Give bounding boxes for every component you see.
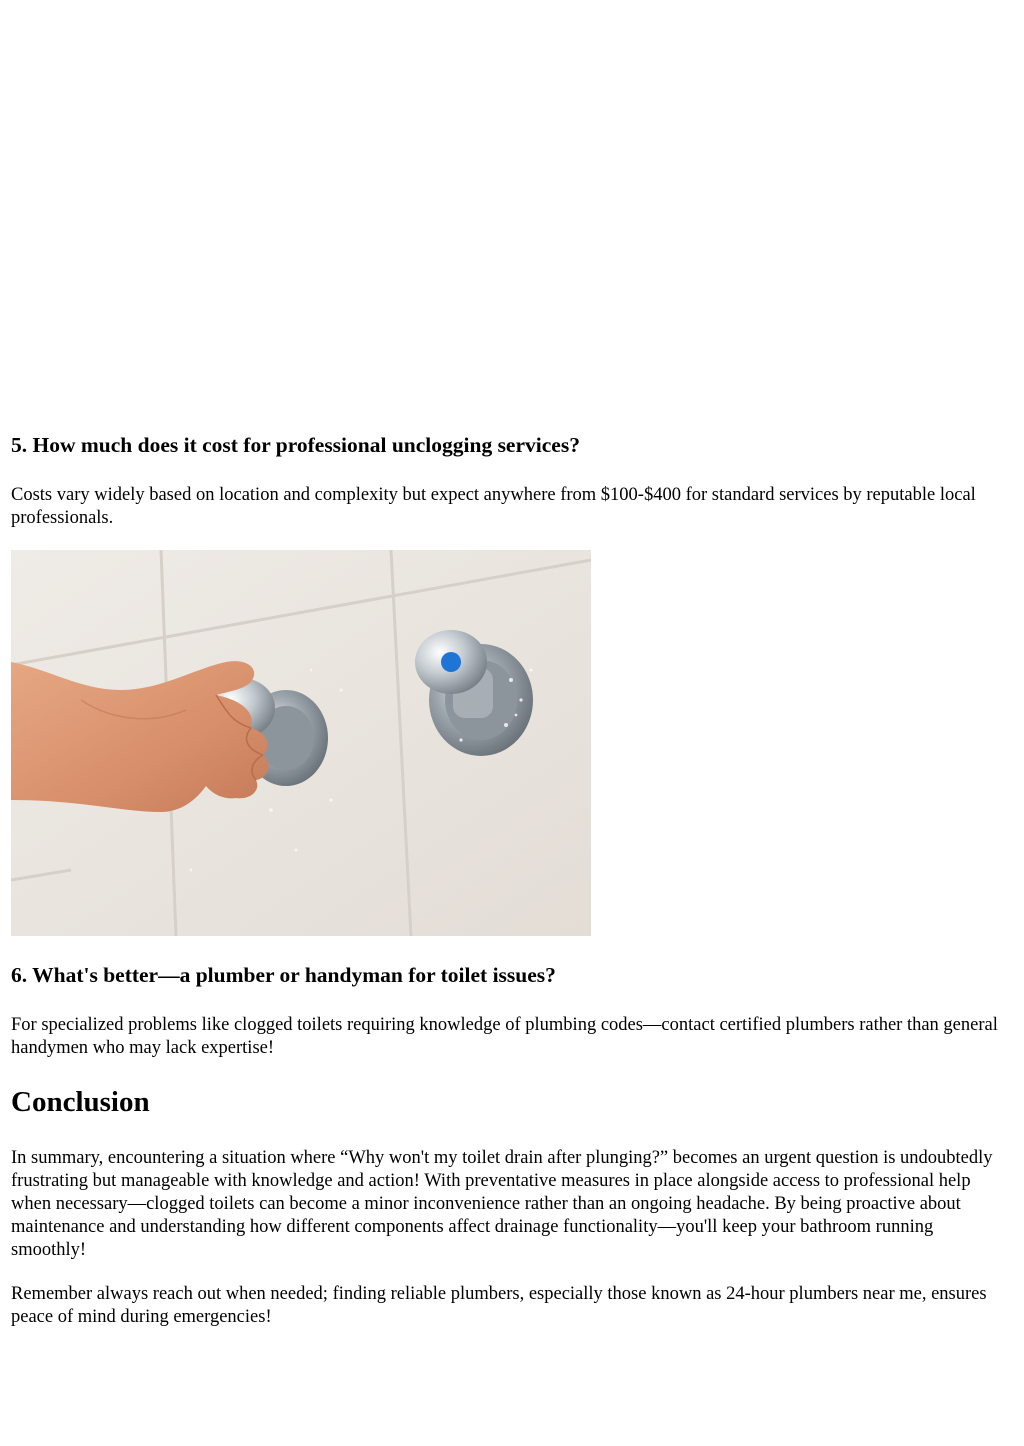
faq-5-heading: 5. How much does it cost for professional unclogging services? bbox=[11, 433, 580, 457]
faq-6-answer: For specialized problems like clogged toilets requiring knowledge of plumbing codes—contact certified plumbers rather than general handymen who may lack expertise! bbox=[11, 1015, 998, 1058]
faq-6-heading: 6. What's better—a plumber or handyman for toilet issues? bbox=[11, 963, 556, 987]
faq-5-answer: Costs vary widely based on location and complexity but expect anywhere from $100-$400 for standard services by reputable local professionals. bbox=[11, 485, 976, 528]
conclusion-paragraph-2: Remember always reach out when needed; finding reliable plumbers, especially those known as 24-hour plumbers near me, ensures peace of mind during emergencies! bbox=[11, 1284, 987, 1327]
conclusion-heading: Conclusion bbox=[11, 1086, 150, 1118]
shower-faucet-photo bbox=[11, 550, 591, 936]
cold-indicator bbox=[441, 652, 461, 672]
conclusion-paragraph-1: In summary, encountering a situation where “Why won't my toilet drain after plunging?” becomes an urgent question is undoubtedly frustrating but manageable with knowledge and action! With preventative measures in place alongside access to professional help when necessary—clogged toilets can become a minor inconvenience rather than an ongoing headache. By being proactive about maintenance and understanding how different components affect drainage functionality—you'll keep your bathroom running smoothly! bbox=[11, 1148, 993, 1260]
